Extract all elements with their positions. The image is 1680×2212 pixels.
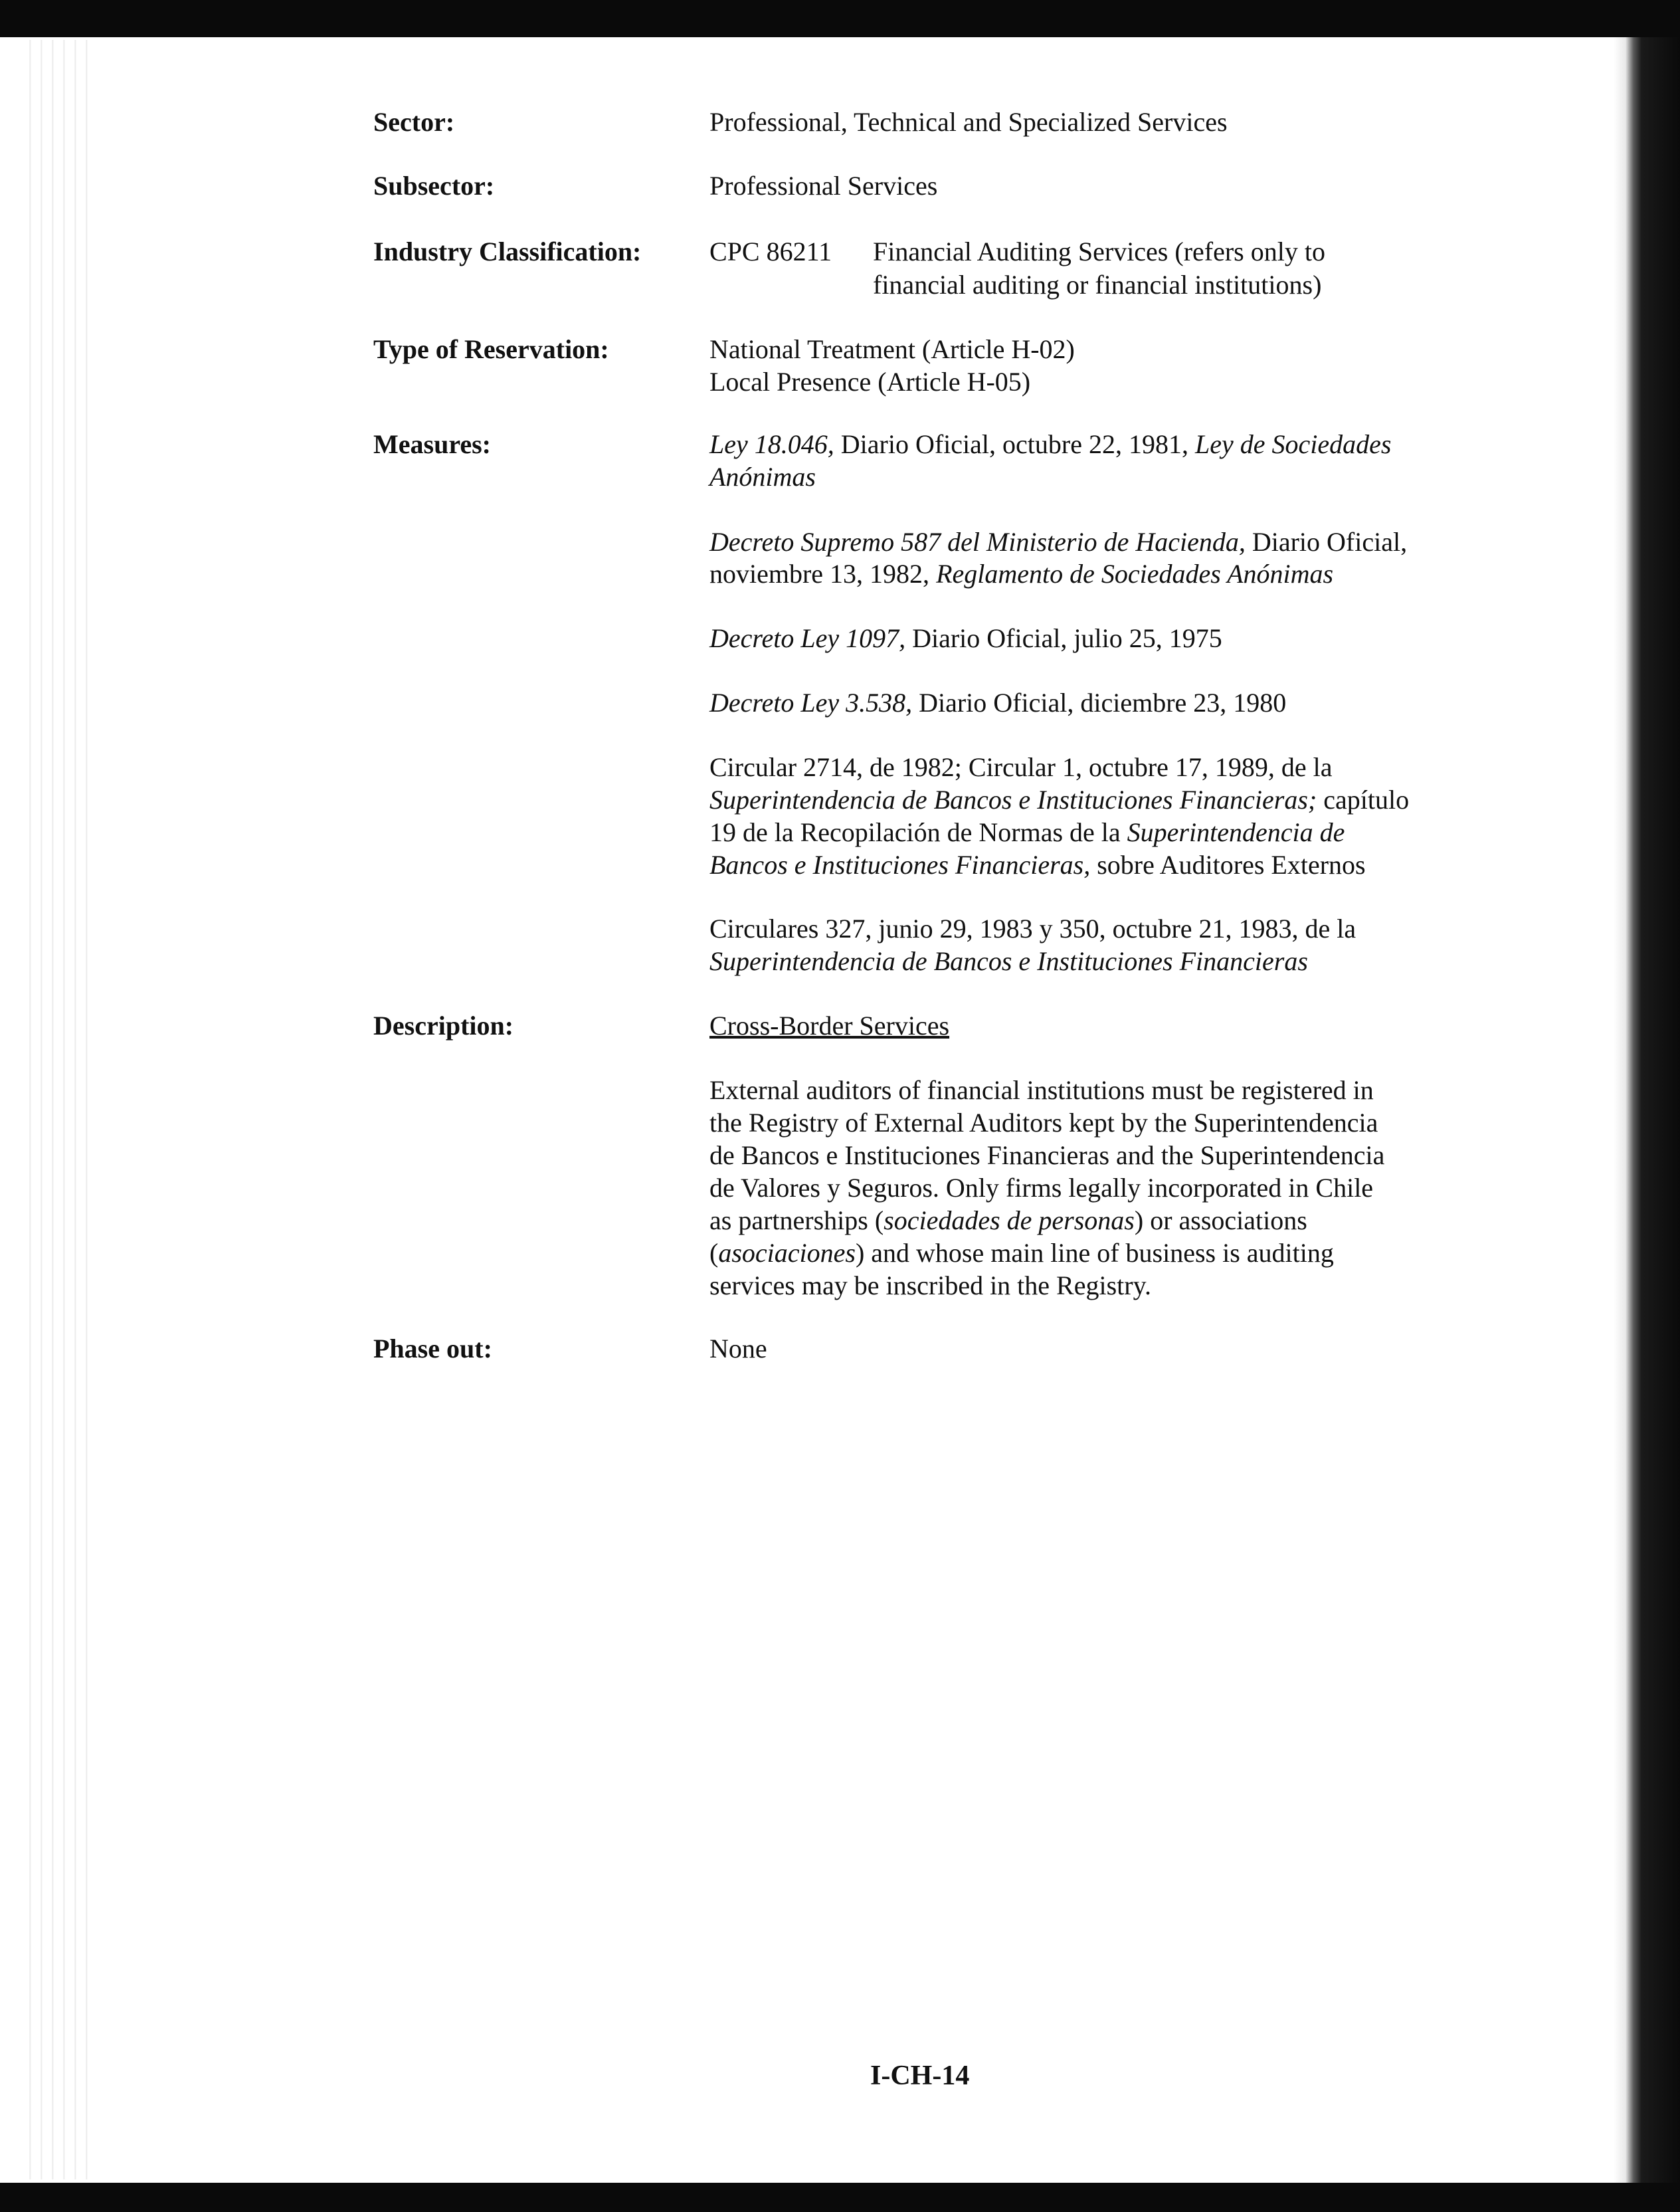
measure-5-line-3	[709, 815, 1345, 850]
industry-description-line-1: Financial Auditing Services (refers only to	[873, 237, 1325, 266]
phase-out-label: Phase out:	[373, 1334, 492, 1363]
measure-2-line-2	[709, 557, 1333, 591]
measures-label: Measures:	[373, 429, 491, 459]
description-line-6-b: ) and whose main line of business is auditing	[855, 1238, 1334, 1268]
measure-5-agency-2a: Superintendencia de	[1127, 817, 1345, 847]
measure-2-title: Reglamento de Sociedades Anónimas	[936, 559, 1334, 589]
description-line-6-term: asociaciones	[718, 1238, 856, 1268]
measure-6-line-2: Superintendencia de Bancos e Instituciones Financieras	[709, 946, 1308, 976]
measure-4-gazette: Diario Oficial, diciembre 23, 1980	[912, 688, 1287, 718]
measure-1-line-2: Anónimas	[709, 462, 816, 492]
measure-2-gazette: Diario Oficial,	[1245, 527, 1408, 557]
measure-5-line-4	[709, 848, 1366, 882]
measure-2-date: noviembre 13, 1982,	[709, 559, 937, 589]
measure-1-line-1	[709, 427, 1391, 462]
measure-5-line-2	[709, 783, 1409, 817]
description-line-6	[709, 1236, 1334, 1270]
description-line-5-b: ) or associations	[1134, 1205, 1307, 1235]
industry-code: CPC 86211	[709, 237, 832, 266]
description-line-4: de Valores y Seguros. Only firms legally incorporated in Chile	[709, 1173, 1374, 1203]
description-line-1: External auditors of financial institutions must be registered in	[709, 1075, 1374, 1105]
measure-4-decree: Decreto Ley 3.538,	[709, 688, 913, 718]
sector-label: Sector:	[373, 107, 455, 137]
industry-description-line-2: financial auditing or financial institutions)	[873, 270, 1322, 300]
page-number: I-CH-14	[870, 2061, 970, 2091]
measure-3-decree: Decreto Ley 1097,	[709, 623, 906, 653]
measure-5-agency: Superintendencia de Bancos e Instituciones Financieras;	[709, 785, 1317, 815]
measure-1-law: Ley 18.046,	[709, 429, 834, 459]
description-line-6-a: (	[709, 1238, 719, 1268]
measure-4	[709, 686, 1286, 720]
description-line-5-a: as partnerships (	[709, 1205, 884, 1235]
description-line-5	[709, 1203, 1307, 1238]
reservation-line-2: Local Presence (Article H-05)	[709, 367, 1031, 397]
subsector-label: Subsector:	[373, 171, 495, 201]
measure-1-title: Ley de Sociedades	[1194, 429, 1392, 459]
measure-5-chapter: capítulo	[1317, 785, 1410, 815]
description-heading: Cross-Border Services	[709, 1011, 950, 1041]
measure-6-line-1: Circulares 327, junio 29, 1983 y 350, octubre 21, 1983, de la	[709, 914, 1356, 944]
measure-5-line-1: Circular 2714, de 1982; Circular 1, octubre 17, 1989, de la	[709, 752, 1333, 782]
measure-5-subject: sobre Auditores Externos	[1090, 850, 1366, 880]
description-line-2: the Registry of External Auditors kept by the Superintendencia	[709, 1108, 1378, 1138]
reservation-line-1: National Treatment (Article H-02)	[709, 334, 1075, 364]
description-label: Description:	[373, 1011, 514, 1041]
measure-2-decree: Decreto Supremo 587 del Ministerio de Hacienda,	[709, 527, 1246, 557]
industry-classification-label: Industry Classification:	[373, 237, 642, 266]
phase-out-value: None	[709, 1334, 767, 1363]
measure-2-line-1	[709, 525, 1407, 559]
description-line-5-term: sociedades de personas	[884, 1205, 1135, 1235]
sector-value: Professional, Technical and Specialized Services	[709, 107, 1228, 137]
measure-1-gazette: Diario Oficial, octubre 22, 1981,	[834, 429, 1195, 459]
reservation-label: Type of Reservation:	[373, 334, 609, 364]
subsector-value: Professional Services	[709, 171, 938, 201]
measure-3	[709, 621, 1222, 656]
description-line-7: services may be inscribed in the Registry.	[709, 1270, 1151, 1300]
description-line-3: de Bancos e Instituciones Financieras and the Superintendencia	[709, 1140, 1385, 1170]
measure-5-compilation: 19 de la Recopilación de Normas de la	[709, 817, 1127, 847]
measure-5-agency-2b: Bancos e Instituciones Financieras,	[709, 850, 1091, 880]
measure-3-gazette: Diario Oficial, julio 25, 1975	[905, 623, 1222, 653]
